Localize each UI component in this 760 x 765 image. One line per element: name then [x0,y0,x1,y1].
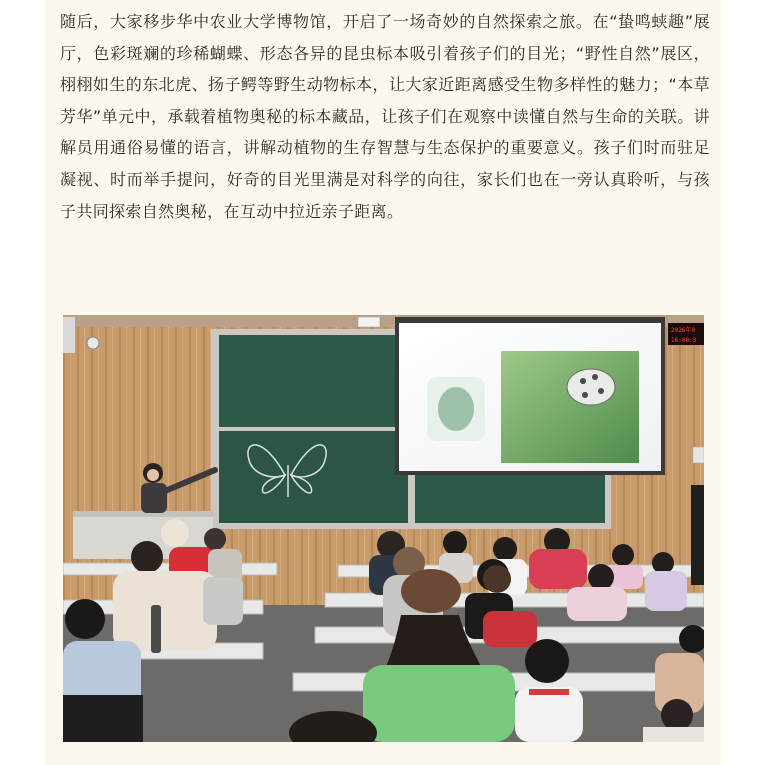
chalkboard-lower [219,431,408,523]
clock-date: 2026年0 [671,327,696,334]
chalkboard-upper [219,335,395,427]
article-paragraph: 随后，大家移步华中农业大学博物馆，开启了一场奇妙的自然探索之旅。在“蛰鸣蛱趣”展厅，色彩斑斓的珍稀蝴蝶、形态各异的昆虫标本吸引着孩子们的目光；“野性自然”展区，栩栩如生的东北虎、扬子鳄等野生动物标本，让大家近距离感受生物多样性的魅力；“本草芳华”单元中，承载着植物奥秘的标本藏品，让孩子们在观察中读懂自然与生命的关联。讲解员用通俗易懂的语言，讲解动植物的生存智慧与生态保护的重要意义。孩子们时而驻足凝视、时而举手提问，好奇的目光里满是对科学的向往，家长们也在一旁认真聆听，与孩子共同探索自然奥秘，在互动中拉近亲子距离。 [60,12,710,221]
security-camera [87,337,99,349]
clock-time: 16:08:3 [671,337,697,344]
beetle [567,369,615,405]
classroom-photo [63,315,704,742]
article-card [45,0,721,765]
slide-photo [501,351,639,463]
